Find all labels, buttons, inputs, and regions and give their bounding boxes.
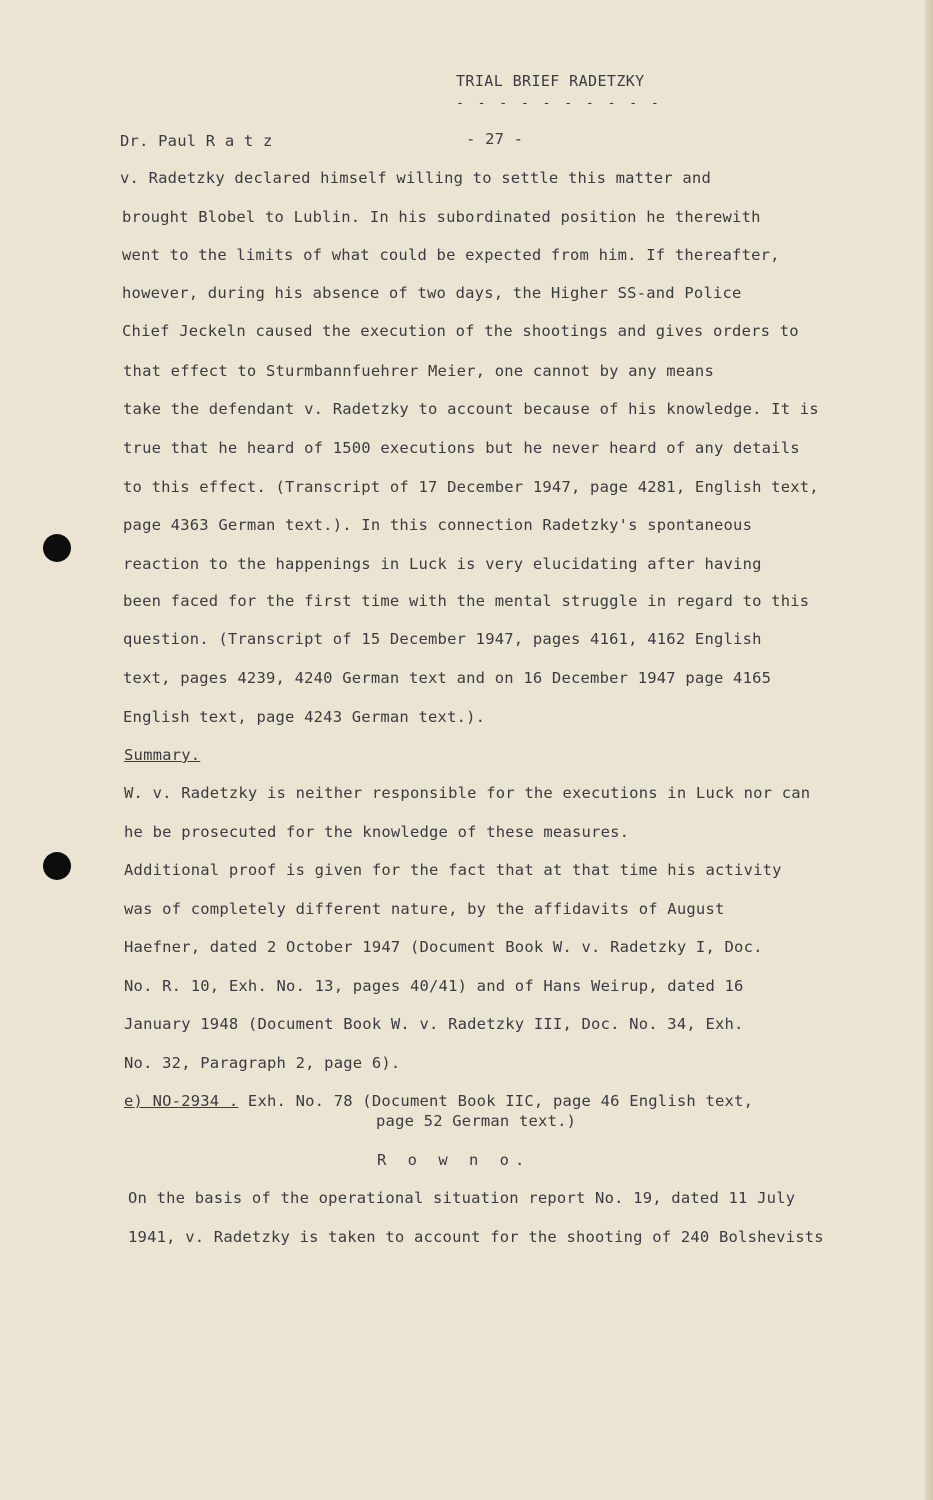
exhibit-text: Exh. No. 78 (Document Book IIC, page 46 English text, [238, 1092, 754, 1110]
body-line: question. (Transcript of 15 December 1947, pages 4161, 4162 English [123, 630, 762, 648]
body-line: true that he heard of 1500 executions but he never heard of any details [123, 439, 800, 457]
summary-line: No. 32, Paragraph 2, page 6). [124, 1054, 401, 1072]
body-line: reaction to the happenings in Luck is very elucidating after having [123, 555, 762, 573]
body-line: that effect to Sturmbannfuehrer Meier, one cannot by any means [123, 362, 714, 380]
body-line: English text, page 4243 German text.). [123, 708, 486, 726]
body-line: text, pages 4239, 4240 German text and on 16 December 1947 page 4165 [123, 669, 772, 687]
author-name: Dr. Paul R a t z [120, 132, 273, 150]
body-line: take the defendant v. Radetzky to account because of his knowledge. It is [123, 400, 819, 418]
body-line: brought Blobel to Lublin. In his subordinated position he therewith [122, 208, 761, 226]
summary-line: No. R. 10, Exh. No. 13, pages 40/41) and of Hans Weirup, dated 16 [124, 977, 744, 995]
section-line: On the basis of the operational situation report No. 19, dated 11 July [128, 1189, 796, 1207]
page-number: - 27 - [466, 130, 524, 148]
exhibit-label: e) NO-2934 . [124, 1092, 239, 1110]
summary-heading: Summary. [124, 746, 201, 764]
body-line: Chief Jeckeln caused the execution of the shootings and gives orders to [122, 322, 799, 340]
section-heading: R o w n o. [377, 1151, 531, 1169]
punch-hole-bottom [43, 852, 71, 880]
body-line: been faced for the first time with the mental struggle in regard to this [123, 592, 810, 610]
summary-line: Haefner, dated 2 October 1947 (Document Book W. v. Radetzky I, Doc. [124, 938, 763, 956]
body-line: v. Radetzky declared himself willing to settle this matter and [120, 169, 711, 187]
summary-line: January 1948 (Document Book W. v. Radetzky III, Doc. No. 34, Exh. [124, 1015, 744, 1033]
summary-line: W. v. Radetzky is neither responsible for the executions in Luck nor can [124, 784, 811, 802]
body-line: however, during his absence of two days, the Higher SS-and Police [122, 284, 742, 302]
summary-line: Additional proof is given for the fact that at that time his activity [124, 861, 782, 879]
exhibit-text-cont: page 52 German text.) [376, 1112, 577, 1130]
summary-line: was of completely different nature, by the affidavits of August [124, 900, 725, 918]
section-line: 1941, v. Radetzky is taken to account for the shooting of 240 Bolshevists [128, 1228, 824, 1246]
paper-edge [925, 0, 933, 1500]
punch-hole-top [43, 534, 71, 562]
document-title: TRIAL BRIEF RADETZKY [456, 72, 645, 90]
exhibit-entry [124, 1092, 753, 1110]
body-line: page 4363 German text.). In this connection Radetzky's spontaneous [123, 516, 753, 534]
body-line: went to the limits of what could be expected from him. If thereafter, [122, 246, 780, 264]
title-dash-rule: - - - - - - - - - - [456, 96, 662, 111]
body-line: to this effect. (Transcript of 17 December 1947, page 4281, English text, [123, 478, 819, 496]
summary-line: he be prosecuted for the knowledge of these measures. [124, 823, 630, 841]
